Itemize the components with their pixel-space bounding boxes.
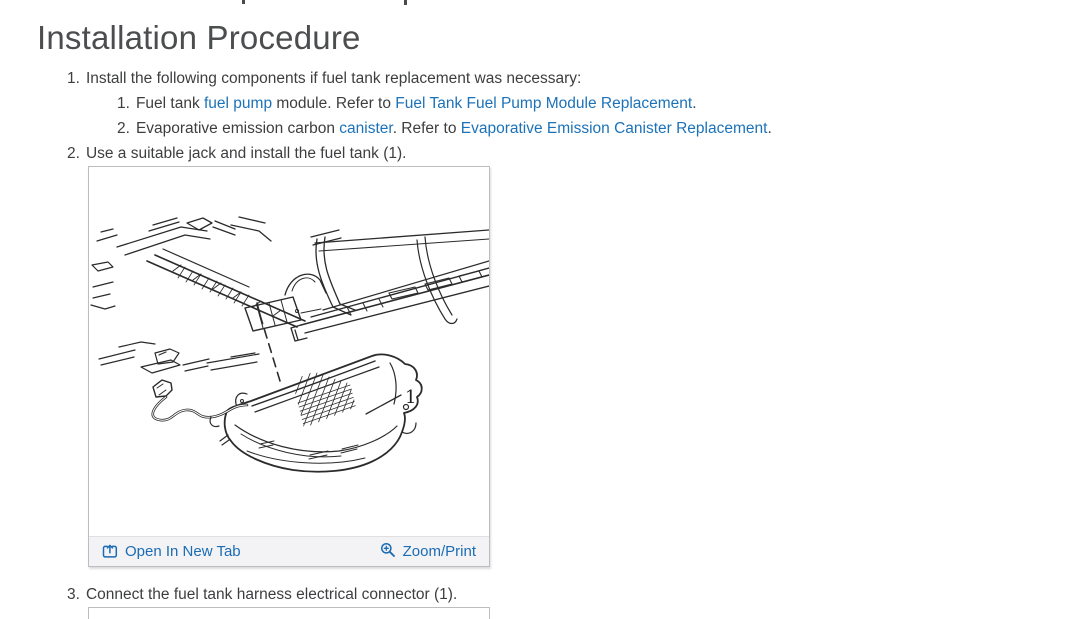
substep-text: . bbox=[692, 95, 697, 112]
substep-text: . Refer to bbox=[392, 120, 461, 137]
underbody-lower-left bbox=[99, 342, 259, 373]
substep-text: . bbox=[767, 120, 772, 137]
step-text: Use a suitable jack and install the fuel tank (1). bbox=[85, 145, 407, 162]
callout-1-label: 1 bbox=[405, 387, 417, 408]
fuel-tank-diagram bbox=[89, 167, 489, 536]
link-evaporative-emission-canister-replacement[interactable]: Evaporative Emission Canister Replacement bbox=[460, 120, 768, 137]
underbody-ribbed-bracket bbox=[245, 297, 321, 331]
step-text: Connect the fuel tank harness electrical connector (1). bbox=[85, 586, 458, 603]
substep-text: Fuel tank bbox=[135, 95, 204, 112]
substep-text: module. Refer to bbox=[272, 95, 396, 112]
magnifier-plus-icon bbox=[380, 542, 396, 558]
step-number: 2. bbox=[67, 145, 80, 162]
page-title: Installation Procedure bbox=[37, 19, 361, 56]
substep-1-2 bbox=[117, 119, 772, 139]
link-canister[interactable]: canister bbox=[339, 120, 393, 137]
underbody-center-channel bbox=[147, 249, 305, 327]
underbody-upper-left-rails bbox=[117, 217, 271, 255]
open-in-new-tab-button[interactable] bbox=[102, 543, 241, 560]
zoom-print-label: Zoom/Print bbox=[402, 543, 476, 560]
step-3 bbox=[67, 585, 457, 605]
clipped-content-artifact bbox=[404, 0, 407, 5]
callout-1 bbox=[366, 395, 401, 414]
underbody-right-rails bbox=[291, 230, 489, 341]
open-in-new-tab-label: Open In New Tab bbox=[125, 543, 241, 560]
step-text: Install the following components if fuel tank replacement was necessary: bbox=[85, 70, 582, 87]
fuel-tank bbox=[220, 354, 422, 471]
link-fuel-pump[interactable]: fuel pump bbox=[204, 95, 273, 112]
link-fuel-tank-fuel-pump-module-replacement[interactable]: Fuel Tank Fuel Pump Module Replacement bbox=[395, 95, 693, 112]
fuel-tank-harness bbox=[153, 380, 247, 427]
step-2 bbox=[67, 144, 406, 164]
zoom-print-button[interactable] bbox=[380, 543, 476, 560]
next-figure-frame bbox=[88, 607, 490, 619]
clipped-content-artifact bbox=[242, 0, 245, 4]
figure-frame bbox=[88, 166, 490, 567]
step-1 bbox=[67, 69, 581, 89]
figure-toolbar bbox=[89, 536, 489, 566]
substep-1-1 bbox=[117, 94, 697, 114]
step-number: 3. bbox=[67, 586, 80, 603]
underbody-left-details bbox=[91, 229, 117, 309]
substep-number: 2. bbox=[117, 120, 130, 137]
tank-hatch-shield bbox=[279, 369, 377, 461]
substep-number: 1. bbox=[117, 95, 130, 112]
substep-text: Evaporative emission carbon bbox=[135, 120, 340, 137]
open-in-new-tab-icon bbox=[102, 544, 118, 559]
step-number: 1. bbox=[67, 70, 80, 87]
